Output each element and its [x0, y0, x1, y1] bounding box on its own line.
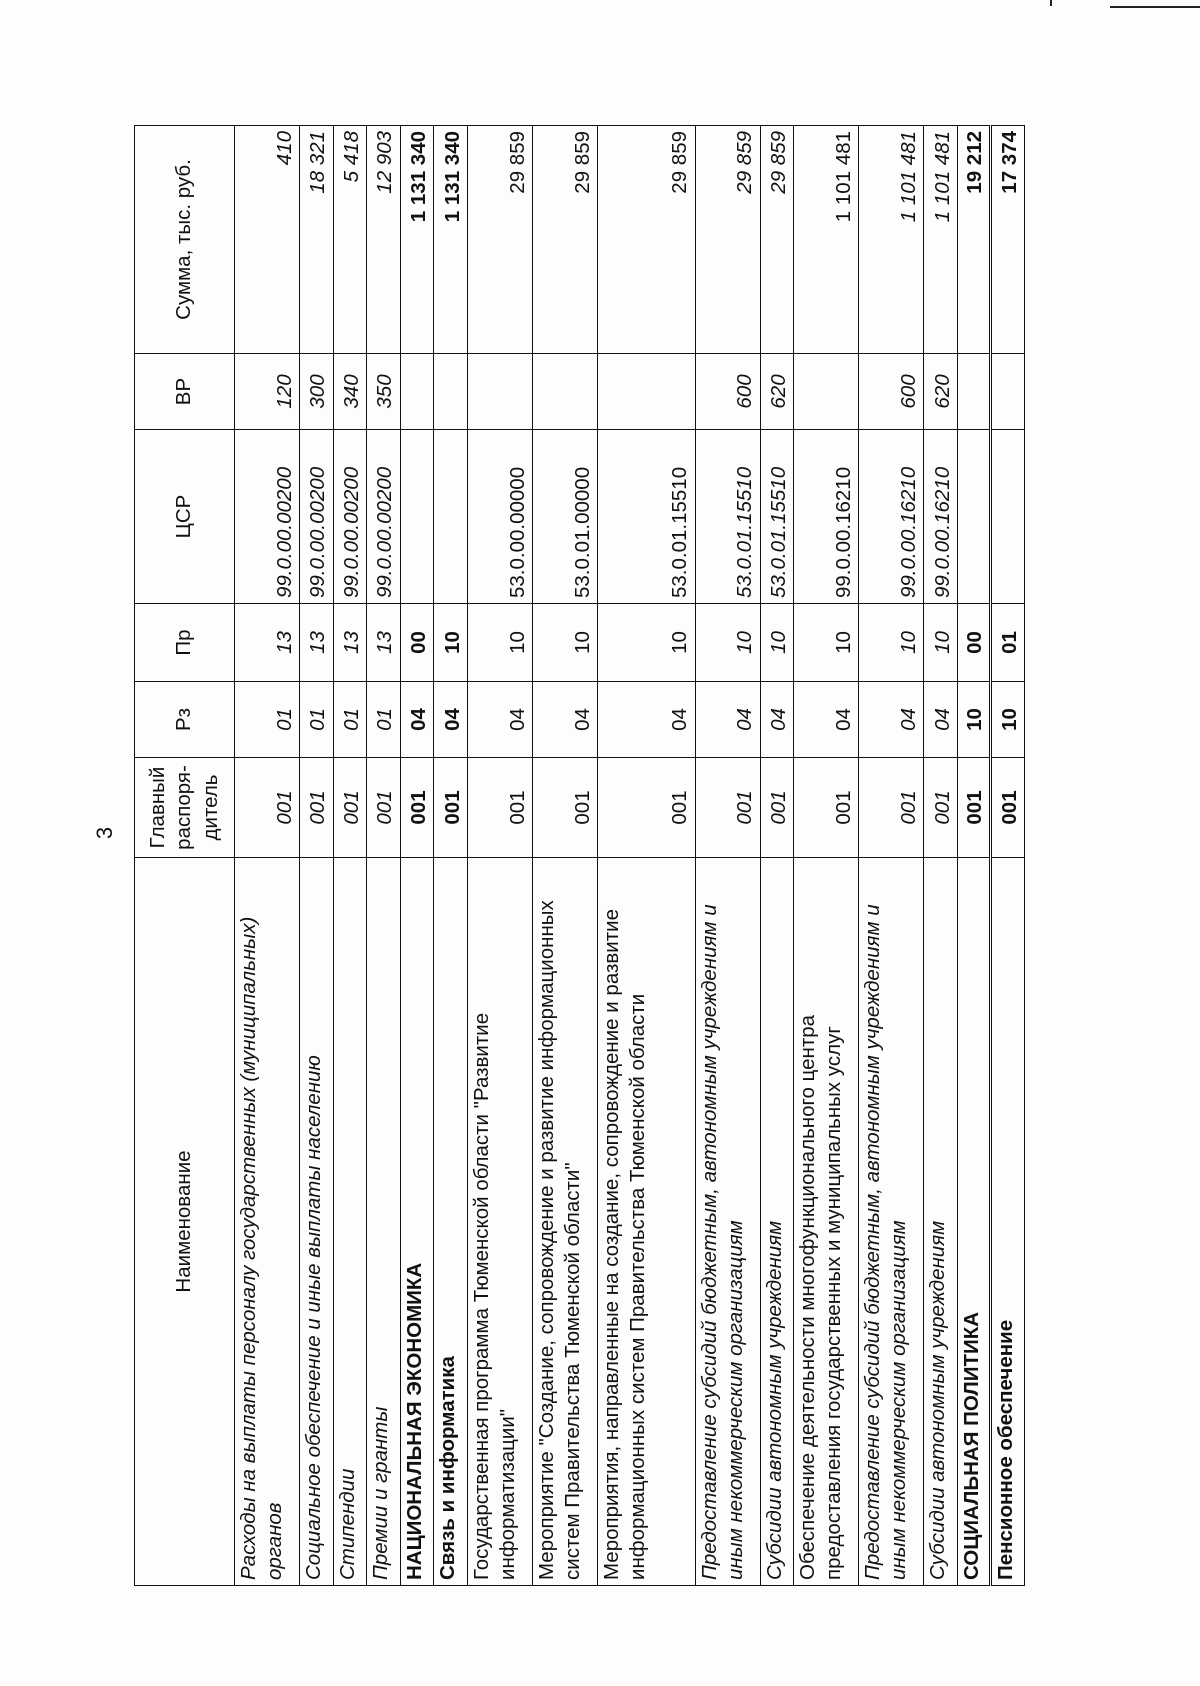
cell-name: Субсидии автономным учреждениям — [924, 858, 958, 1586]
cell-name: Социальное обеспечение и иные выплаты населению — [300, 858, 334, 1586]
cell-vr: 300 — [300, 354, 334, 430]
cell-csr — [400, 430, 434, 604]
cell-vr — [532, 354, 597, 430]
cell-sum: 29 859 — [760, 126, 794, 354]
cell-name: Пенсионное обеспечение — [991, 858, 1025, 1586]
cell-gr: 001 — [695, 758, 760, 858]
rotated-table-container — [134, 126, 1025, 1586]
cell-vr — [597, 354, 695, 430]
cell-rz: 04 — [859, 682, 924, 758]
table-row — [434, 126, 468, 1586]
cell-pr: 10 — [760, 604, 794, 682]
cell-rz: 04 — [924, 682, 958, 758]
cell-csr: 99.0.00.00200 — [367, 430, 401, 604]
cell-gr: 001 — [859, 758, 924, 858]
page-number: 3 — [92, 826, 117, 840]
cell-gr: 001 — [924, 758, 958, 858]
cell-sum: 12 903 — [367, 126, 401, 354]
cell-gr: 001 — [760, 758, 794, 858]
cell-rz: 04 — [532, 682, 597, 758]
cell-csr: 99.0.00.16210 — [794, 430, 859, 604]
cell-rz: 04 — [434, 682, 468, 758]
table-row — [367, 126, 401, 1586]
cell-csr: 53.0.00.00000 — [467, 430, 532, 604]
cell-sum: 1 101 481 — [794, 126, 859, 354]
table-row — [794, 126, 859, 1586]
cell-sum: 18 321 — [300, 126, 334, 354]
cell-name: Связь и информатика — [434, 858, 468, 1586]
cell-pr: 10 — [434, 604, 468, 682]
table-row — [400, 126, 434, 1586]
header-sum: Сумма, тыс. руб. — [135, 126, 235, 354]
cell-pr: 10 — [695, 604, 760, 682]
cell-gr: 001 — [991, 758, 1025, 858]
cell-vr: 620 — [924, 354, 958, 430]
cell-csr — [434, 430, 468, 604]
cell-csr: 99.0.00.16210 — [859, 430, 924, 604]
cell-pr: 13 — [333, 604, 367, 682]
header-gr: Главный распоря-дитель — [135, 758, 235, 858]
cell-rz: 01 — [300, 682, 334, 758]
cell-name: Премии и гранты — [367, 858, 401, 1586]
cell-sum: 1 101 481 — [924, 126, 958, 354]
cell-vr — [957, 354, 991, 430]
cell-gr: 001 — [434, 758, 468, 858]
cell-name: Предоставление субсидий бюджетным, автономным учреждениям и иным некоммерческим организациям — [859, 858, 924, 1586]
cell-csr: 99.0.00.00200 — [333, 430, 367, 604]
cell-gr: 001 — [467, 758, 532, 858]
cell-rz: 10 — [991, 682, 1025, 758]
cell-pr: 01 — [991, 604, 1025, 682]
table-row — [300, 126, 334, 1586]
table-row — [597, 126, 695, 1586]
header-row — [135, 126, 235, 1586]
header-vr: ВР — [135, 354, 235, 430]
cell-sum: 5 418 — [333, 126, 367, 354]
cell-rz: 01 — [235, 682, 300, 758]
cell-pr: 10 — [532, 604, 597, 682]
cell-sum: 1 131 340 — [400, 126, 434, 354]
cell-csr: 53.0.01.15510 — [760, 430, 794, 604]
cell-gr: 001 — [333, 758, 367, 858]
cell-sum: 29 859 — [597, 126, 695, 354]
table-row — [924, 126, 958, 1586]
cell-pr: 13 — [300, 604, 334, 682]
cell-csr — [957, 430, 991, 604]
cell-gr: 001 — [957, 758, 991, 858]
cell-gr: 001 — [532, 758, 597, 858]
table-row — [467, 126, 532, 1586]
cell-pr: 10 — [597, 604, 695, 682]
cell-vr — [991, 354, 1025, 430]
cell-vr: 120 — [235, 354, 300, 430]
header-pr: Пр — [135, 604, 235, 682]
cell-sum: 29 859 — [695, 126, 760, 354]
table-row — [532, 126, 597, 1586]
cell-name: Государственная программа Тюменской области "Развитие информатизации" — [467, 858, 532, 1586]
cell-csr: 53.0.01.15510 — [597, 430, 695, 604]
cell-rz: 04 — [695, 682, 760, 758]
table-row — [235, 126, 300, 1586]
scan-edge-mark — [1050, 0, 1052, 6]
cell-vr: 350 — [367, 354, 401, 430]
cell-name: СОЦИАЛЬНАЯ ПОЛИТИКА — [957, 858, 991, 1586]
table-row — [333, 126, 367, 1586]
cell-rz: 01 — [333, 682, 367, 758]
table-row — [859, 126, 924, 1586]
cell-csr: 53.0.01.15510 — [695, 430, 760, 604]
cell-vr: 340 — [333, 354, 367, 430]
cell-rz: 04 — [794, 682, 859, 758]
cell-name: Расходы на выплаты персоналу государственных (муниципальных) органов — [235, 858, 300, 1586]
cell-rz: 04 — [467, 682, 532, 758]
cell-csr: 99.0.00.00200 — [300, 430, 334, 604]
cell-pr: 00 — [400, 604, 434, 682]
header-rz: Рз — [135, 682, 235, 758]
cell-gr: 001 — [597, 758, 695, 858]
cell-sum: 410 — [235, 126, 300, 354]
cell-name: Мероприятия, направленные на создание, сопровождение и развитие информационных систем Правительства Тюменской области — [597, 858, 695, 1586]
cell-name: Предоставление субсидий бюджетным, автономным учреждениям и иным некоммерческим организациям — [695, 858, 760, 1586]
cell-rz: 04 — [760, 682, 794, 758]
cell-vr — [794, 354, 859, 430]
cell-csr: 53.0.01.00000 — [532, 430, 597, 604]
cell-vr — [467, 354, 532, 430]
table-row — [957, 126, 991, 1586]
budget-table — [134, 125, 1025, 1586]
cell-rz: 01 — [367, 682, 401, 758]
table-row — [695, 126, 760, 1586]
cell-name: Стипендии — [333, 858, 367, 1586]
cell-pr: 10 — [794, 604, 859, 682]
cell-name: Обеспечение деятельности многофункционального центра предоставления государственных и муниципальных услуг — [794, 858, 859, 1586]
cell-vr — [434, 354, 468, 430]
cell-sum: 17 374 — [991, 126, 1025, 354]
table-row — [991, 126, 1025, 1586]
cell-sum: 1 101 481 — [859, 126, 924, 354]
table-row — [760, 126, 794, 1586]
cell-sum: 1 131 340 — [434, 126, 468, 354]
cell-pr: 10 — [467, 604, 532, 682]
cell-name: Мероприятие "Создание, сопровождение и развитие информационных систем Правительства Тюменской области" — [532, 858, 597, 1586]
cell-csr: 99.0.00.16210 — [924, 430, 958, 604]
cell-pr: 13 — [235, 604, 300, 682]
cell-rz: 04 — [400, 682, 434, 758]
cell-gr: 001 — [367, 758, 401, 858]
cell-vr — [400, 354, 434, 430]
cell-pr: 10 — [924, 604, 958, 682]
cell-rz: 10 — [957, 682, 991, 758]
cell-name: НАЦИОНАЛЬНАЯ ЭКОНОМИКА — [400, 858, 434, 1586]
cell-vr: 620 — [760, 354, 794, 430]
cell-gr: 001 — [794, 758, 859, 858]
cell-name: Субсидии автономным учреждениям — [760, 858, 794, 1586]
header-csr: ЦСР — [135, 430, 235, 604]
cell-gr: 001 — [400, 758, 434, 858]
header-name: Наименование — [135, 858, 235, 1586]
cell-sum: 19 212 — [957, 126, 991, 354]
cell-vr: 600 — [695, 354, 760, 430]
cell-vr: 600 — [859, 354, 924, 430]
cell-rz: 04 — [597, 682, 695, 758]
scan-edge-line — [1110, 6, 1200, 8]
cell-pr: 10 — [859, 604, 924, 682]
cell-gr: 001 — [235, 758, 300, 858]
cell-sum: 29 859 — [532, 126, 597, 354]
cell-sum: 29 859 — [467, 126, 532, 354]
cell-pr: 00 — [957, 604, 991, 682]
cell-csr — [991, 430, 1025, 604]
cell-gr: 001 — [300, 758, 334, 858]
cell-csr: 99.0.00.00200 — [235, 430, 300, 604]
cell-pr: 13 — [367, 604, 401, 682]
